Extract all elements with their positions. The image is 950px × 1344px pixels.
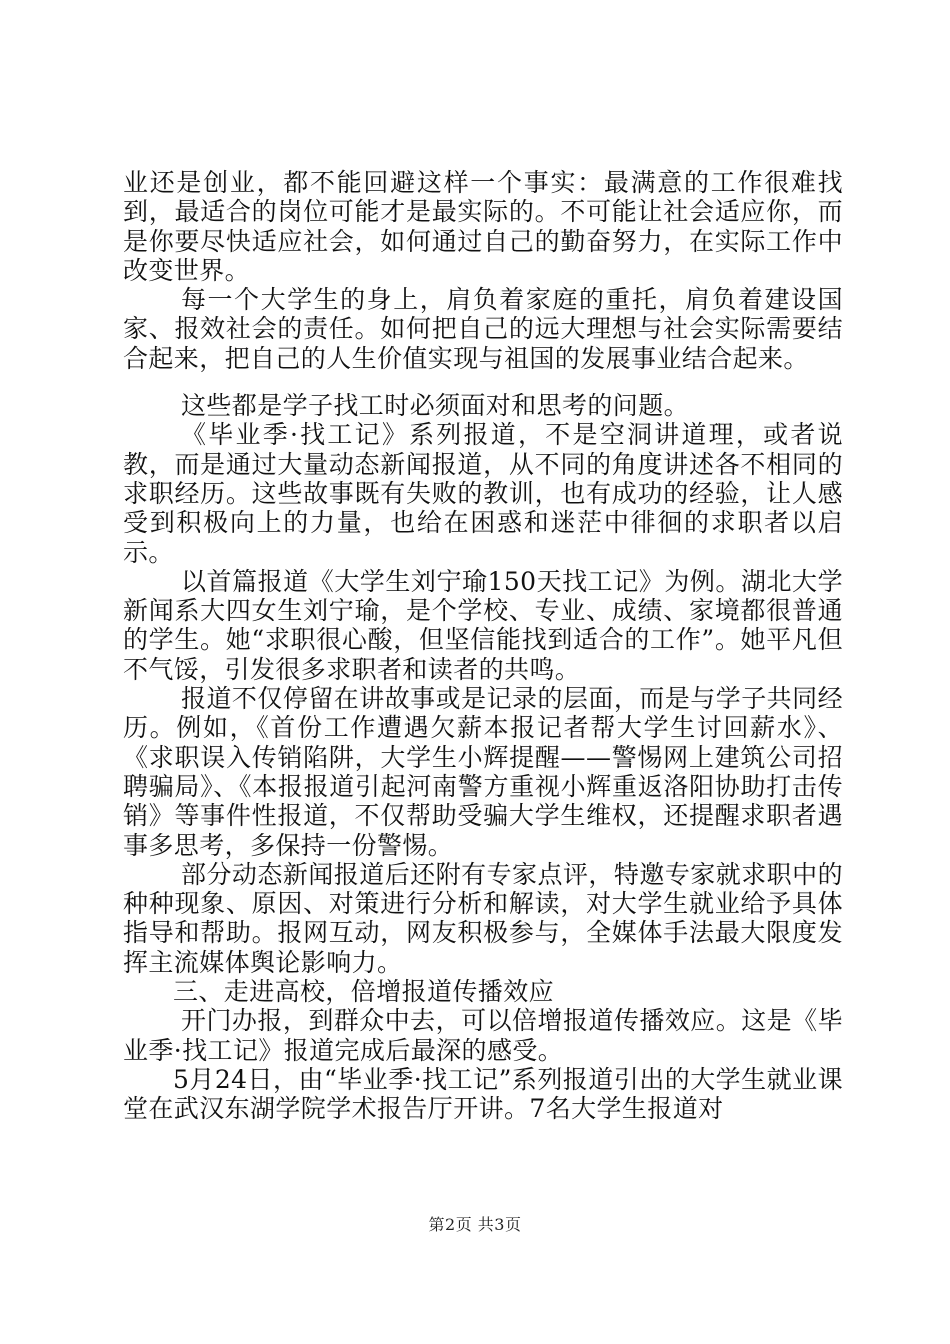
paragraph-3: 这些都是学子找工时必须面对和思考的问题。 [181, 391, 690, 421]
paragraph-7: 部分动态新闻报道后还附有专家点评，特邀专家就求职中的种种现象、原因、对策进行分析和解读，对大学生就业给予具体指导和帮助。报网互动，网友积极参与，全媒体手法最大限度发挥主流媒体舆论影响力。 [123, 859, 843, 977]
paragraph-2: 每一个大学生的身上，肩负着家庭的重托，肩负着建设国家、报效社会的责任。如何把自己的远大理想与社会实际需要结合起来，把自己的人生价值实现与祖国的发展事业结合起来。 [123, 285, 843, 373]
page-footer: 第2页 共3页 [428, 1215, 522, 1234]
paragraph-8: 开门办报，到群众中去，可以倍增报道传播效应。这是《毕业季·找工记》报道完成后最深的感受。 [123, 1006, 843, 1065]
paragraph-1: 业还是创业，都不能回避这样一个事实：最满意的工作很难找到，最适合的岗位可能才是最实际的。不可能让社会适应你，而是你要尽快适应社会，如何通过自己的勤奋努力，在实际工作中改变世界。 [123, 168, 843, 285]
paragraph-4: 《毕业季·找工记》系列报道，不是空洞讲道理，或者说教，而是通过大量动态新闻报道，从不同的角度讲述各不相同的求职经历。这些故事既有失败的教训，也有成功的经验，让人感受到积极向上的力量，也给在困惑和迷茫中徘徊的求职者以启示。 [123, 420, 843, 567]
paragraph-9: 5月24日，由“毕业季·找工记”系列报道引出的大学生就业课堂在武汉东湖学院学术报告厅开讲。7名大学生报道对 [123, 1064, 843, 1124]
paragraph-6: 报道不仅停留在讲故事或是记录的层面，而是与学子共同经历。例如，《首份工作遭遇欠薪本报记者帮大学生讨回薪水》、《求职误入传销陷阱，大学生小辉提醒——警惕网上建筑公司招聘骗局》、《本报报道引起河南警方重视小辉重返洛阳协助打击传销》等事件性报道，不仅帮助受骗大学生维权，还提醒求职者遇事多思考，多保持一份警惕。 [123, 684, 843, 860]
section-heading: 三、走进高校，倍增报道传播效应 [173, 977, 555, 1007]
paragraph-5: 以首篇报道《大学生刘宁瑜150天找工记》为例。湖北大学新闻系大四女生刘宁瑜，是个学校、专业、成绩、家境都很普通的学生。她“求职很心酸，但坚信能找到适合的工作”。她平凡但不气馁，引发很多求职者和读者的共鸣。 [123, 566, 843, 684]
document-body [123, 168, 843, 1124]
